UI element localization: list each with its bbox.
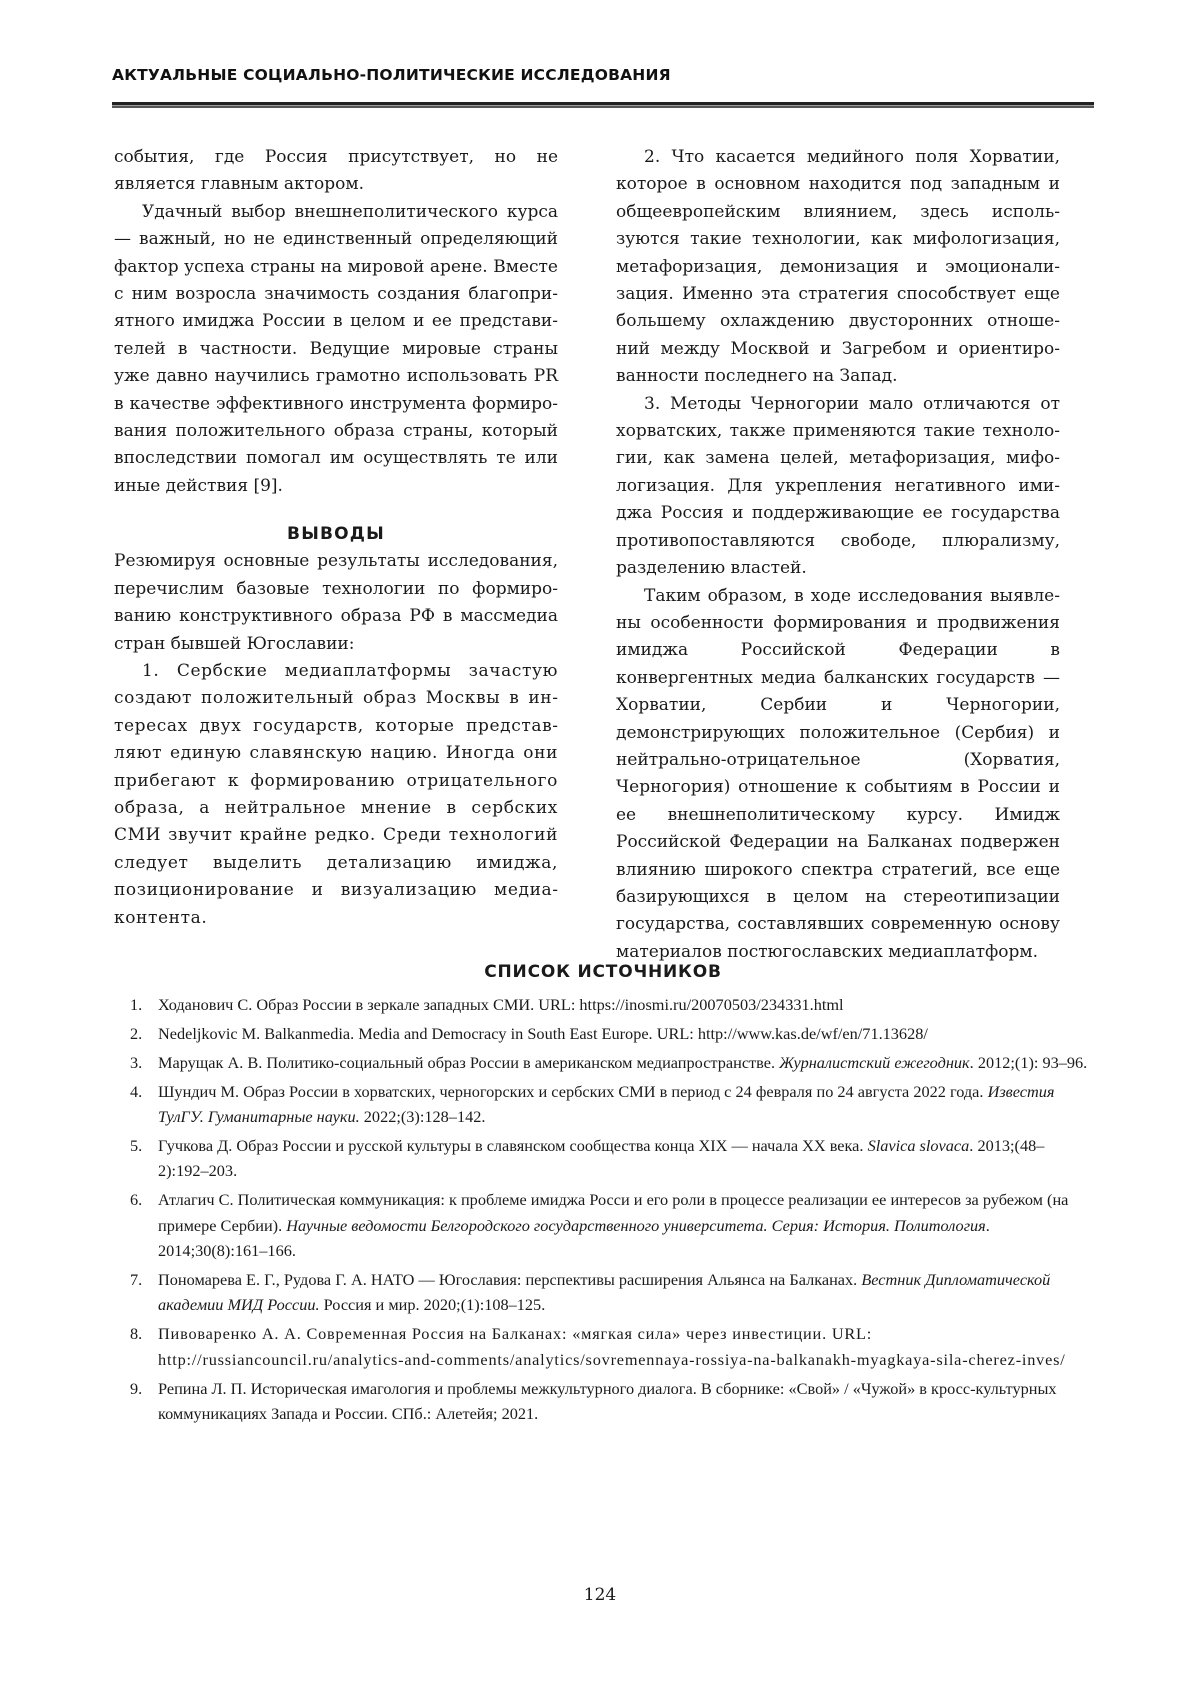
reference-item: 2. Nedeljkovic M. Balkanmedia. Media and Democracy in South East Europe. URL: http://www.kas.de/wf/en/71.13628/ xyxy=(130,1023,928,1043)
left-column xyxy=(114,144,558,932)
section-title-conclusions: ВЫВОДЫ xyxy=(287,524,385,545)
paragraph: Удачный выбор внешнеполитического курса — важный, но не единственный определяющий фактор успеха страны на мировой арене. Вместе с ним возросла значимость создания благоприятного имиджа России в целом и ее представителей в частности. Ведущие мировые страны уже давно научились грамотно использовать PR в качестве эффективного инструмента формирования положительного образа страны, который впоследствии помогал им осуществлять те или иные действия [9]. xyxy=(114,201,558,496)
header-rule xyxy=(112,102,1094,108)
running-title: АКТУАЛЬНЫЕ СОЦИАЛЬНО-ПОЛИТИЧЕСКИЕ ИССЛЕДОВАНИЯ xyxy=(112,66,671,84)
paragraph: 3. Методы Черногории мало отличаются от хорватских, также применяются такие технологии, как замена целей, метафоризация, мифологизация. Для укрепления негативного имиджа Россия и поддерживающие ее государства противопоставляются свободе, плюрализму, разделению властей. xyxy=(616,393,1060,579)
reference-item: 9. Репина Л. П. Историческая имагология и проблемы межкультурного диалога. В сборнике: «Свой» / «Чужой» в кросс-культурных коммуникациях Запада и России. СПб.: Алетейя; 2021. xyxy=(130,1378,1057,1424)
reference-item: 1. Ходанович С. Образ России в зеркале западных СМИ. URL: https://inosmi.ru/20070503/234331.html xyxy=(130,995,844,1014)
right-column xyxy=(616,144,1060,966)
references-title: СПИСОК ИСТОЧНИКОВ xyxy=(484,962,722,982)
paragraph: события, где Россия присутствует, но не является главным актором. xyxy=(114,147,558,195)
reference-item: 7. Пономарева Е. Г., Рудова Г. А. НАТО — Югославия: перспективы расширения Альянса на Балканах. Вестник Дипломатической академии МИД России. Россия и мир. 2020;(1):108–125. xyxy=(130,1270,1051,1315)
paragraph: Резюмируя основные результаты исследования, перечислим базовые технологии по формированию конструктивного образа РФ в массмедиа стран бывшей Югославии: xyxy=(114,551,558,654)
paragraph: 1. Сербские медиаплатформы зачастую создают положительный образ Москвы в интересах двух государств, которые представляют единую славянскую нацию. Иногда они прибегают к формированию отрицательного образа, а нейтральное мнение в сербских СМИ звучит крайне редко. Среди технологий следует выделить детализацию имиджа, позиционирование и визуализацию медиаконтента. xyxy=(114,660,558,928)
page-number: 124 xyxy=(583,1585,617,1605)
reference-item: 3. Марущак А. В. Политико-социальный образ России в американском медиапространстве. Журналистский ежегодник. 2012;(1): 93–96. xyxy=(130,1052,1088,1072)
references-list xyxy=(130,992,1094,1430)
reference-item: 6. Атлагич С. Политическая коммуникация: к проблеме имиджа Росси и его роли в процессе реализации ее интересов за рубежом (на примере Сербии). Научные ведомости Белгородского государственного университета. Серия: История. Политология. 2014;30(8):161–166. xyxy=(130,1190,1069,1261)
reference-item: 5. Гучкова Д. Образ России и русской культуры в славянском сообщества конца XIX — начала XX века. Slavica slovaca. 2013;(48–2):192–203. xyxy=(130,1136,1045,1181)
paragraph: 2. Что касается медийного поля Хорватии, которое в основном находится под западным и общеевропейским влиянием, здесь используются такие технологии, как мифологизация, метафоризация, демонизация и эмоционализация. Именно эта стратегия способствует еще большему охлаждению двусторонних отношений между Москвой и Загребом и ориентированности последнего на Запад. xyxy=(616,147,1060,387)
reference-item: 8. Пивоваренко А. А. Современная Россия на Балканах: «мягкая сила» через инвестиции. URL: http://russiancouncil.ru/analytics-and-comments/analytics/sovremennaya-rossiya-na-balkanakh-myagkaya-sila-cherez-inves/ xyxy=(130,1324,1066,1369)
paragraph: Таким образом, в ходе исследования выявлены особенности формирования и продвижения имиджа Российской Федерации в конвергентных медиа балканских государств — Хорватии, Сербии и Черногории, демонстрирующих положительное (Сербия) и нейтрально-отрицательное (Хорватия, Черногория) отношение к событиям в России и ее внешнеполитическому курсу. Имидж Российской Федерации на Балканах подвержен влиянию широкого спектра стратегий, все еще базирующихся в целом на стереотипизации государства, составлявших современную основу материалов постюгославских медиаплатформ. xyxy=(616,585,1060,962)
reference-item: 4. Шундич М. Образ России в хорватских, черногорских и сербских СМИ в период с 24 февраля по 24 августа 2022 года. Известия ТулГУ. Гуманитарные науки. 2022;(3):128–142. xyxy=(130,1081,1055,1127)
